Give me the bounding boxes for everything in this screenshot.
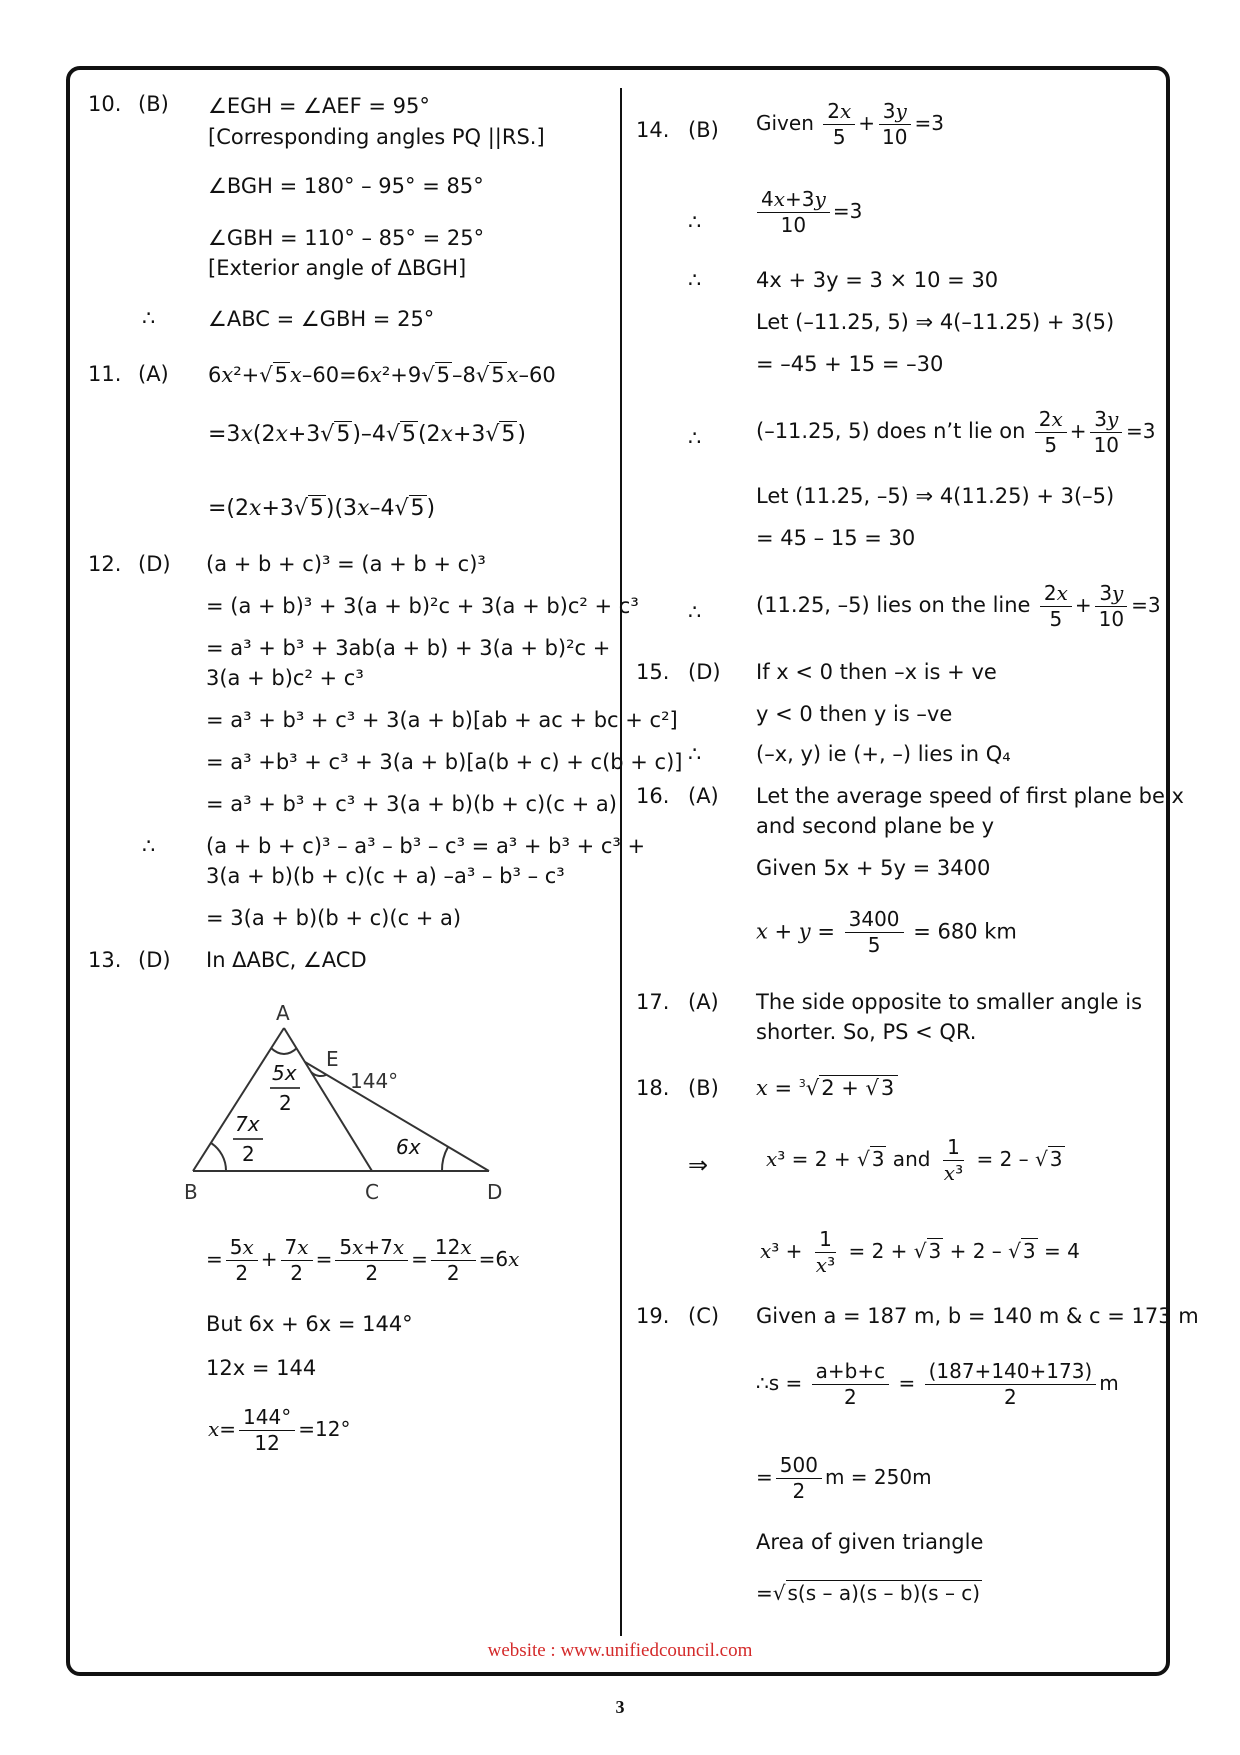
q15-number: 15. <box>636 660 670 684</box>
q14-line7: Let (11.25, –5) ⇒ 4(11.25) + 3(–5) <box>756 484 1115 508</box>
q11-answer: (A) <box>138 362 169 386</box>
q12-line9: 3(a + b)(b + c)(c + a) –a³ – b³ – c³ <box>206 864 565 888</box>
q14-line9: (11.25, –5) lies on the line $\frac{2x}{5}$ + $\frac{3y}{10}$ =3 <box>756 581 1161 631</box>
q10-line6: ∠ABC = ∠GBH = 25° <box>208 307 435 331</box>
q14-number: 14. <box>636 118 670 142</box>
q17-number: 17. <box>636 990 670 1014</box>
q14-step2: $\frac{4x+3y}{10}$ =3 <box>754 188 862 237</box>
triangle-figure <box>180 990 520 1210</box>
q15-line2: y < 0 then y is –ve <box>756 702 953 726</box>
q18-number: 18. <box>636 1076 670 1100</box>
q13-intro: In ΔABC, ∠ACD <box>206 948 367 972</box>
q16-line3: Given 5x + 5y = 3400 <box>756 856 991 880</box>
q18-step3: x³ + $\frac{1}{\text{x³}}$ = 2 + √ 3 + 2 – √ 3 = 4 <box>760 1227 1080 1277</box>
q19-heron: =√ s(s – a)(s – b)(s – c) <box>756 1581 981 1605</box>
q11-step2: =3x(2x+3√5)–4√5(2x+3√5) <box>208 422 526 447</box>
q11-step1: 6x²+√5x–60=6x²+9√5–8√5x–60 <box>208 363 556 387</box>
q11-number: 11. <box>88 362 122 386</box>
q17-line1: The side opposite to smaller angle is <box>756 990 1143 1014</box>
q12-line7: = a³ + b³ + c³ + 3(a + b)(b + c)(c + a) <box>206 792 617 816</box>
q10-line1: ∠EGH = ∠AEF = 95° <box>208 94 430 118</box>
svg-text:2: 2 <box>242 1142 255 1166</box>
q15-line1: If x < 0 then –x is + ve <box>756 660 997 684</box>
therefore-symbol: ∴ <box>142 834 156 858</box>
q13-answer: (D) <box>138 948 171 972</box>
q18-cube-root: x = $^3$√2 + √3 <box>756 1076 898 1100</box>
svg-text:2: 2 <box>279 1091 292 1115</box>
q12-line10: = 3(a + b)(b + c)(c + a) <box>206 906 462 930</box>
q10-line4: ∠GBH = 110° – 85° = 25° <box>208 226 485 250</box>
svg-text:5x: 5x <box>272 1061 297 1085</box>
q19-s-value: = $\frac{500}{2}$ m = 250m <box>756 1453 932 1503</box>
therefore-symbol: ∴ <box>688 268 702 292</box>
q16-sum: x + y = $\frac{3400}{5}$ = 680 km <box>756 907 1017 957</box>
q12-answer: (D) <box>138 552 171 576</box>
q14-line6: (–11.25, 5) does n’t lie on $\frac{2x}{5}$ + $\frac{3y}{10}$ =3 <box>756 407 1156 457</box>
q10-line3: ∠BGH = 180° – 95° = 85° <box>208 174 484 198</box>
q14-line4: Let (–11.25, 5) ⇒ 4(–11.25) + 3(5) <box>756 310 1115 334</box>
label-A: A <box>276 1001 290 1025</box>
q18-step2: x³ = 2 + √ 3 and $\frac{1}{\text{x³}}$ = 2 – √ 3 <box>766 1135 1063 1185</box>
q14-line3: 4x + 3y = 3 × 10 = 30 <box>756 268 999 292</box>
label-D: D <box>487 1180 503 1204</box>
q14-given: Given $\frac{2x}{5}$ + $\frac{3y}{10}$ =3 <box>756 99 944 149</box>
label-B: B <box>184 1180 198 1204</box>
q12-number: 12. <box>88 552 122 576</box>
column-divider <box>620 88 622 1636</box>
q12-line3: = a³ + b³ + 3ab(a + b) + 3(a + b)²c + <box>206 636 611 660</box>
q18-answer: (B) <box>688 1076 719 1100</box>
svg-text:6x: 6x <box>396 1135 421 1159</box>
website-footer: website : www.unifiedcouncil.com <box>487 1640 753 1661</box>
q10-number: 10. <box>88 92 122 116</box>
q16-number: 16. <box>636 784 670 808</box>
svg-text:7x: 7x <box>235 1112 260 1136</box>
q12-line4: 3(a + b)c² + c³ <box>206 666 364 690</box>
q14-line5: = –45 + 15 = –30 <box>756 352 944 376</box>
therefore-symbol: ∴ <box>688 426 702 450</box>
q10-answer: (B) <box>138 92 169 116</box>
implies-symbol: ⇒ <box>688 1151 709 1179</box>
therefore-symbol: ∴ <box>142 306 156 330</box>
q13-but-line: But 6x + 6x = 144° <box>206 1312 413 1336</box>
page-number: 3 <box>615 1697 625 1717</box>
q19-line1: Given a = 187 m, b = 140 m & c = 173 m <box>756 1304 1199 1328</box>
q16-line2: and second plane be y <box>756 814 995 838</box>
q15-line3: (–x, y) ie (+, –) lies in Q₄ <box>756 742 1011 766</box>
q12-line1: (a + b + c)³ = (a + b + c)³ <box>206 552 486 576</box>
q17-line2: shorter. So, PS < QR. <box>756 1020 977 1044</box>
q17-answer: (A) <box>688 990 719 1014</box>
q13-x-value: x= $\frac{144^\circ}{12}$ =12° <box>208 1405 351 1455</box>
q13-12x-line: 12x = 144 <box>206 1356 317 1380</box>
q14-line8: = 45 – 15 = 30 <box>756 526 916 550</box>
q16-answer: (A) <box>688 784 719 808</box>
q19-semiperimeter: ∴s = $\frac{a+b+c}{2}$ = $\frac{(187+140+173)}{2}$ m <box>756 1359 1119 1409</box>
label-144: 144° <box>350 1069 399 1093</box>
therefore-symbol: ∴ <box>688 742 702 766</box>
therefore-symbol: ∴ <box>688 600 702 624</box>
q15-answer: (D) <box>688 660 721 684</box>
q13-fraction-sum: = $\frac{5x}{2}$ + $\frac{7x}{2}$ = $\frac{5x+7x}{2}$ = $\frac{12x}{2}$ =6x <box>206 1235 520 1285</box>
q12-line2: = (a + b)³ + 3(a + b)²c + 3(a + b)c² + c³ <box>206 594 639 618</box>
therefore-symbol: ∴ <box>688 210 702 234</box>
q10-line2: [Corresponding angles PQ ||RS.] <box>208 125 545 149</box>
label-E: E <box>326 1047 339 1071</box>
q19-line4: Area of given triangle <box>756 1530 984 1554</box>
q12-line5: = a³ + b³ + c³ + 3(a + b)[ab + ac + bc + c²] <box>206 708 678 732</box>
q12-line8: (a + b + c)³ – a³ – b³ – c³ = a³ + b³ + c³ + <box>206 834 646 858</box>
q10-line5: [Exterior angle of ΔBGH] <box>208 256 467 280</box>
q12-line6: = a³ +b³ + c³ + 3(a + b)[a(b + c) + c(b + c)] <box>206 750 683 774</box>
label-C: C <box>365 1180 379 1204</box>
q14-answer: (B) <box>688 118 719 142</box>
q13-number: 13. <box>88 948 122 972</box>
q19-number: 19. <box>636 1304 670 1328</box>
q16-line1: Let the average speed of first plane be x <box>756 784 1184 808</box>
q19-answer: (C) <box>688 1304 720 1328</box>
q11-step3: =(2x+3√5)(3x–4√5) <box>208 496 436 521</box>
